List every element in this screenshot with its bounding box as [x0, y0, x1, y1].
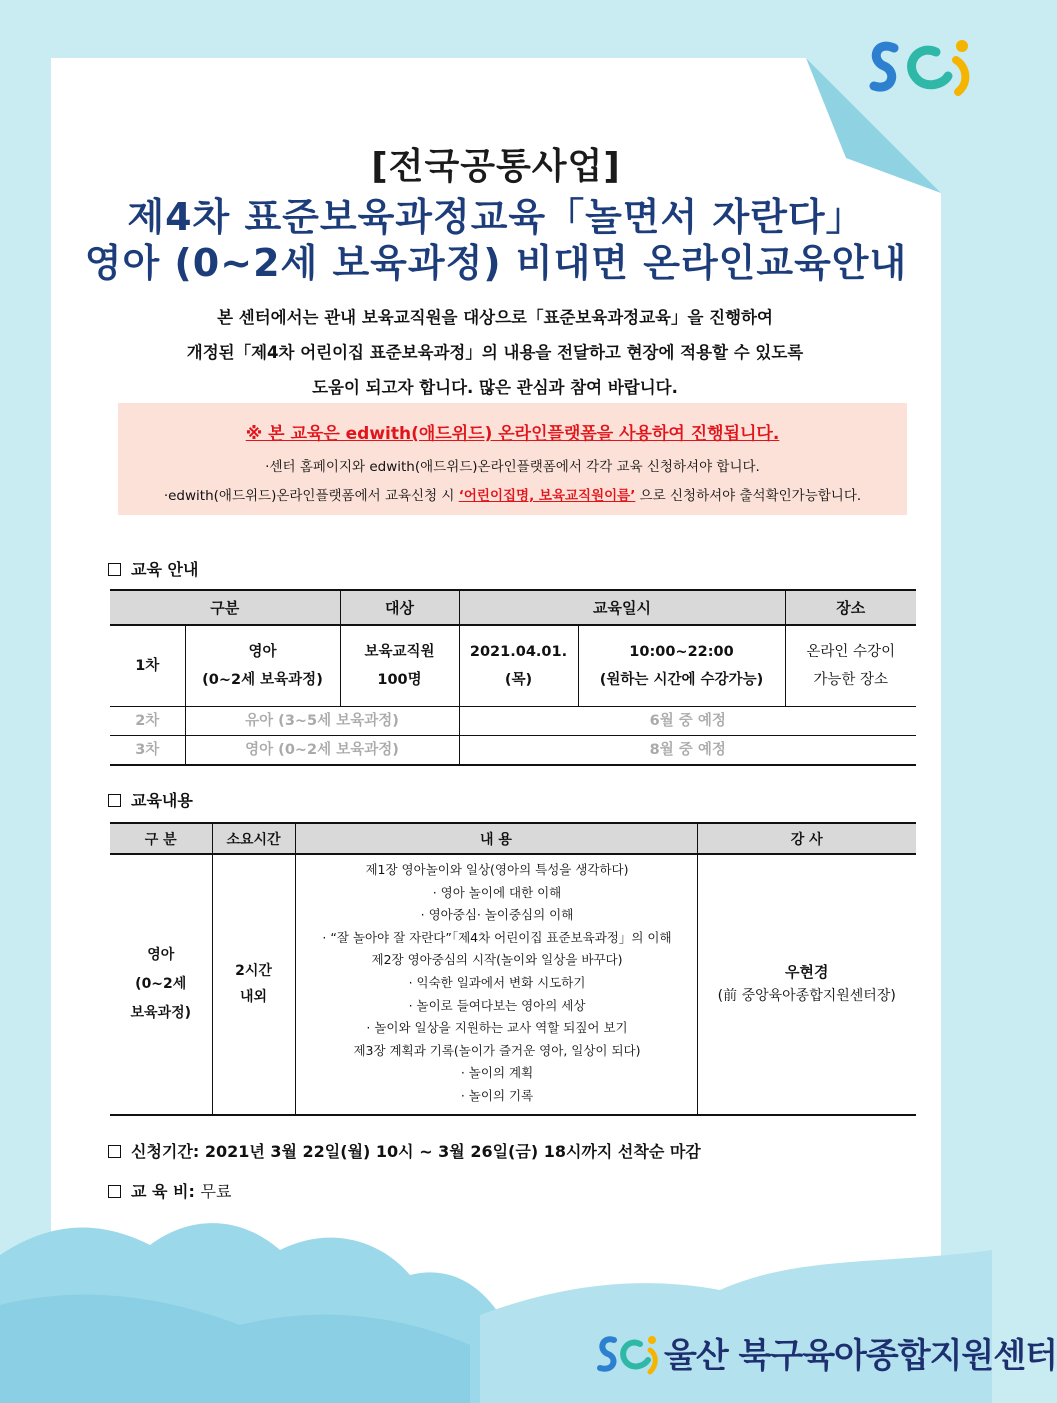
content-item: · 놀이의 계획	[460, 1065, 534, 1081]
content-item: · “잘 놀아야 잘 자란다”「제4차 어린이집 표준보육과정」의 이해	[322, 929, 672, 945]
page-title-line2: 영아 (0~2세 보육과정) 비대면 온라인교육안내	[84, 241, 908, 285]
cell-line: 보육과정)	[130, 1004, 191, 1021]
content-item: 제2장 영아중심의 시작(놀이와 일상을 바꾸다)	[371, 952, 623, 968]
table-header: 내 용	[295, 823, 697, 854]
header-tag: [전국공통사업]	[371, 146, 621, 187]
table-cell: 3차	[110, 736, 185, 766]
schedule-table	[110, 589, 916, 766]
content-item: · 영아 놀이에 대한 이해	[432, 884, 562, 900]
footer-org-name: 울산 북구육아종합지원센터	[664, 1336, 1057, 1376]
intro-line: 도움이 되고자 합니다. 많은 관심과 참여 바랍니다.	[312, 378, 678, 397]
notice-text: 으로 신청하셔야 출석확인가능합니다.	[635, 488, 862, 504]
cell-line: 온라인 수강이	[806, 644, 896, 660]
table-row	[110, 854, 916, 1115]
table-row	[110, 736, 916, 766]
section-heading-contents	[108, 788, 193, 811]
content-item: · 익숙한 일과에서 변화 시도하기	[408, 974, 586, 990]
application-value: 2021년 3월 22일(월) 10시 ~ 3월 26일(금) 18시까지 선착순 마감	[204, 1142, 701, 1161]
content-item: 제3장 계획과 기록(놀이가 즐거운 영아, 일상이 되다)	[353, 1042, 641, 1058]
table-cell: 8월 중 예정	[459, 736, 916, 766]
table-cell: 영아 (0~2세 보육과정)	[185, 736, 459, 766]
table-row	[110, 707, 916, 736]
footer-logo-icon	[596, 1330, 660, 1380]
content-item: 제1장 영아놀이와 일상(영아의 특성을 생각하다)	[365, 862, 629, 877]
table-header: 구분	[110, 590, 340, 625]
cell-line: 2시간	[235, 963, 272, 980]
cell-line: 내외	[239, 989, 268, 1006]
cell-line: 가능한 장소	[813, 672, 889, 688]
table-cell	[110, 854, 212, 1115]
checkbox-square-icon	[108, 1145, 121, 1158]
checkbox-square-icon	[108, 563, 121, 576]
section-heading-schedule	[108, 557, 198, 580]
cell-line: 10:00~22:00	[629, 644, 734, 660]
cell-line: 100명	[377, 672, 422, 688]
content-item: · 놀이로 들여다보는 영아의 세상	[408, 997, 586, 1013]
table-cell: 1차	[110, 625, 185, 707]
table-cell	[212, 854, 295, 1115]
table-cell	[459, 625, 578, 707]
instructor-name: 우현경	[785, 963, 829, 982]
checkbox-square-icon	[108, 1185, 121, 1198]
table-header: 장소	[785, 590, 916, 625]
cell-line: (원하는 시간에 수강가능)	[599, 672, 764, 688]
content-item: · 영아중심· 놀이중심의 이해	[420, 907, 574, 923]
table-header: 대상	[340, 590, 459, 625]
notice-text: ·edwith(애드위드)온라인플랫폼에서 교육신청 시	[163, 488, 459, 504]
table-cell	[340, 625, 459, 707]
application-period	[108, 1139, 701, 1162]
section-title: 교육내용	[131, 791, 193, 810]
table-header: 소요시간	[212, 823, 295, 854]
content-item: · 놀이와 일상을 지원하는 교사 역할 되짚어 보기	[366, 1020, 628, 1036]
contents-table	[110, 822, 916, 1116]
cell-line: 영아	[248, 644, 277, 660]
fee-label: 교 육 비:	[131, 1182, 195, 1201]
table-cell: 2차	[110, 707, 185, 736]
cell-line: 보육교직원	[364, 644, 435, 660]
table-cell	[785, 625, 916, 707]
intro-line: 본 센터에서는 관내 보육교직원을 대상으로「표준보육과정교육」을 진행하여	[217, 308, 773, 327]
table-cell	[697, 854, 916, 1115]
table-row	[110, 625, 916, 707]
intro-line: 개정된「제4차 어린이집 표준보육과정」의 내용을 전달하고 현장에 적용할 수 있도록	[186, 343, 804, 362]
application-label: 신청기간:	[131, 1142, 200, 1161]
intro-text	[120, 300, 870, 405]
cell-line: (0~2세 보육과정)	[202, 672, 323, 688]
cell-line: (0~2세	[135, 975, 187, 992]
page-title-line1: 제4차 표준보육과정교육「놀면서 자란다」	[127, 195, 865, 239]
cell-line: 2021.04.01.	[469, 644, 568, 660]
cell-line: 영아	[147, 946, 175, 963]
instructor-role: (前 중앙육아종합지원센터장)	[717, 988, 896, 1005]
notice-line: ·센터 홈페이지와 edwith(애드위드)온라인플랫폼에서 각각 교육 신청하셔야 합니다.	[265, 459, 760, 475]
checkbox-square-icon	[108, 794, 121, 807]
center-logo-icon	[866, 30, 976, 102]
table-header: 구 분	[110, 823, 212, 854]
table-cell: 유아 (3~5세 보육과정)	[185, 707, 459, 736]
table-header: 강 사	[697, 823, 916, 854]
table-header: 교육일시	[459, 590, 785, 625]
section-title: 교육 안내	[131, 560, 199, 579]
notice-headline: ※ 본 교육은 edwith(애드위드) 온라인플랫폼을 사용하여 진행됩니다.	[245, 424, 780, 444]
table-cell: 6월 중 예정	[459, 707, 916, 736]
notice-highlight: ‘어린이집명, 보육교직원이름’	[458, 488, 636, 504]
content-item: · 놀이의 기록	[460, 1087, 534, 1103]
education-fee	[108, 1179, 231, 1202]
table-cell	[295, 854, 697, 1115]
notice-box	[118, 403, 907, 515]
notice-line	[118, 484, 907, 504]
table-cell	[185, 625, 340, 707]
table-cell	[578, 625, 785, 707]
cell-line: (목)	[504, 672, 533, 688]
fee-value: 무료	[200, 1182, 232, 1201]
